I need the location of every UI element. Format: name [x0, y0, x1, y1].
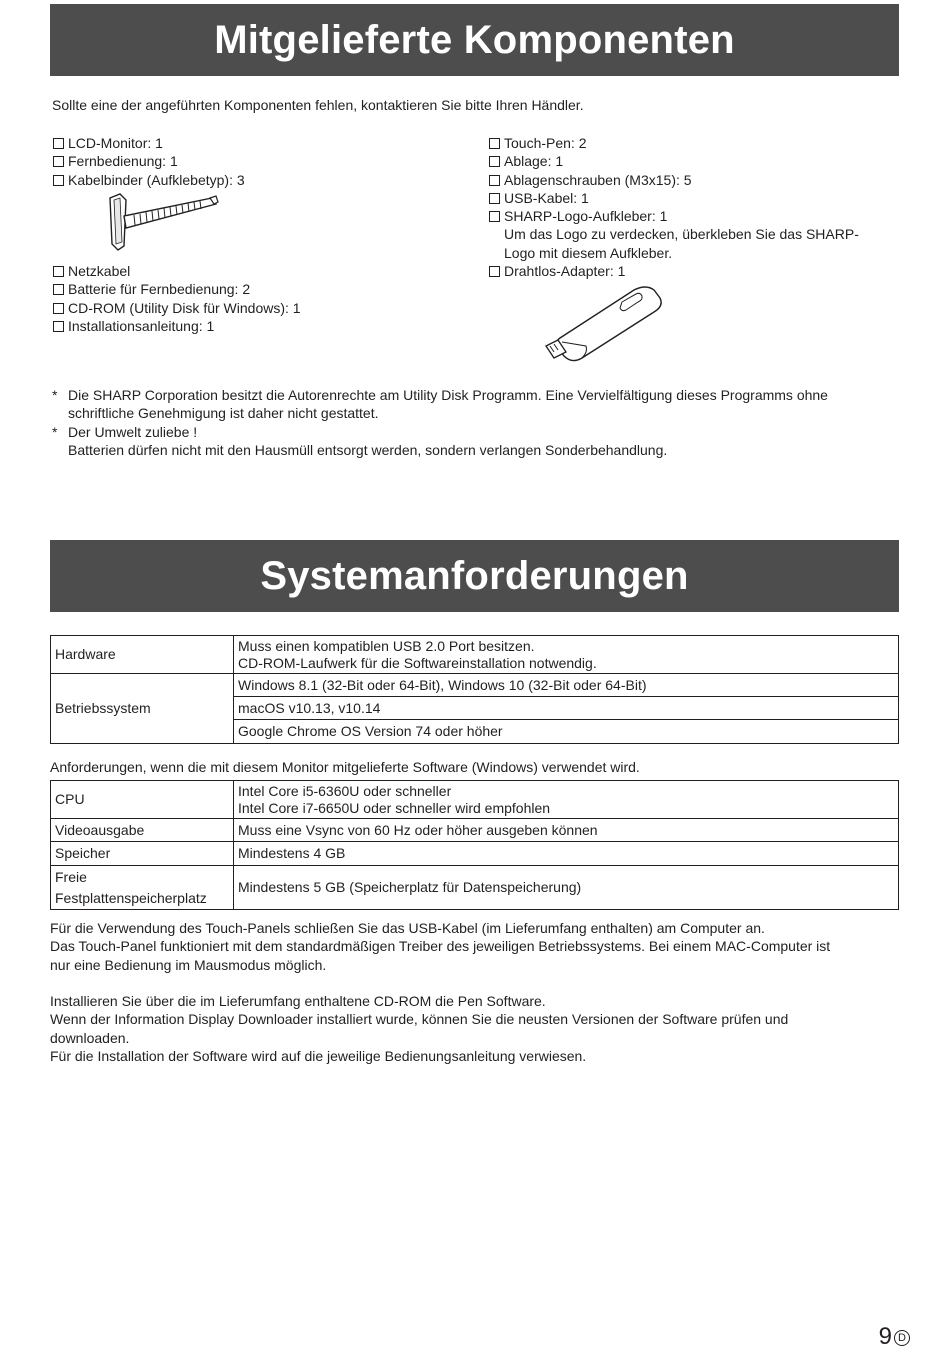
list-item: Netzkabel [52, 262, 472, 280]
checkbox-icon [53, 138, 64, 149]
checkbox-icon [53, 321, 64, 332]
checkbox-icon [53, 156, 64, 167]
checkbox-icon [489, 175, 500, 186]
os-value: Google Chrome OS Version 74 oder höher [234, 720, 899, 744]
table-row [51, 866, 899, 910]
list-item: Installationsanleitung: 1 [52, 317, 472, 335]
disk-label: Freie Festplattenspeicherplatz [51, 866, 234, 910]
components-list-right [488, 134, 908, 280]
software-requirements-table [50, 780, 899, 910]
table-row [51, 819, 899, 842]
checkbox-icon [489, 156, 500, 167]
wireless-adapter-illustration [542, 282, 668, 364]
memory-value: Mindestens 4 GB [234, 842, 899, 866]
os-value: Windows 8.1 (32-Bit oder 64-Bit), Windows 10 (32-Bit oder 64-Bit) [234, 674, 899, 697]
list-item: Drahtlos-Adapter: 1 [488, 262, 908, 280]
list-item: Ablagenschrauben (M3x15): 5 [488, 171, 908, 189]
os-value: macOS v10.13, v10.14 [234, 697, 899, 720]
hardware-value: Muss einen kompatiblen USB 2.0 Port besitzen. CD-ROM-Laufwerk für die Softwareinstallation notwendig. [234, 636, 899, 674]
checkbox-icon [489, 211, 500, 222]
list-item: LCD-Monitor: 1 [52, 134, 472, 152]
table-row [51, 842, 899, 866]
software-requirements-intro: Anforderungen, wenn die mit diesem Monitor mitgelieferte Software (Windows) verwendet wird. [50, 759, 640, 775]
note-copyright: * Die SHARP Corporation besitzt die Autorenrechte am Utility Disk Programm. Eine Vervielfältigung dieses Programms ohne schriftliche Genehmigung ist daher nicht gestattet. [52, 387, 828, 422]
cpu-value: Intel Core i5-6360U oder schneller Intel Core i7-6650U oder schneller wird empfohlen [234, 781, 899, 819]
notes-block [52, 386, 902, 459]
video-label: Videoausgabe [51, 819, 234, 842]
list-item: Fernbedienung: 1 [52, 152, 472, 170]
table-row [51, 781, 899, 819]
logo-note: Um das Logo zu verdecken, überkleben Sie das SHARP- Logo mit diesem Aufkleber. [504, 226, 859, 261]
checkbox-icon [53, 303, 64, 314]
cpu-label: CPU [51, 781, 234, 819]
software-install-paragraph: Installieren Sie über die im Lieferumfang enthaltene CD-ROM die Pen Software. Wenn der Information Display Downloader installiert wurde, können Sie die neusten Versionen der Software prüfen und downloaden. Für die Installation der Software wird auf die jeweilige Bedienungsanleitung verwiesen. [50, 993, 789, 1064]
note-environment: * Der Umwelt zuliebe ! Batterien dürfen nicht mit den Hausmüll entsorgt werden, sondern verlangen Sonderbehandlung. [52, 423, 668, 458]
table-row [51, 674, 899, 697]
cable-tie-illustration [104, 190, 222, 252]
components-list-left-top [52, 134, 472, 189]
requirements-table [50, 635, 899, 744]
disk-value: Mindestens 5 GB (Speicherplatz für Datenspeicherung) [234, 866, 899, 910]
checkbox-icon [489, 266, 500, 277]
language-mark: D [894, 1330, 910, 1346]
list-item: SHARP-Logo-Aufkleber: 1 [488, 207, 908, 225]
touch-panel-paragraph: Für die Verwendung des Touch-Panels schließen Sie das USB-Kabel (im Lieferumfang enthalten) am Computer an. Das Touch-Panel funktioniert mit dem standardmäßigen Treiber des jeweiligen Betriebssystems. Bei einem MAC-Computer ist nur eine Bedienung im Mausmodus möglich. [50, 920, 831, 973]
checkbox-icon [489, 138, 500, 149]
hardware-label: Hardware [51, 636, 234, 674]
memory-label: Speicher [51, 842, 234, 866]
components-list-left-bottom [52, 262, 472, 335]
list-item: Batterie für Fernbedienung: 2 [52, 280, 472, 298]
section-title-components: Mitgelieferte Komponenten [50, 4, 899, 76]
page-number: 9 D [879, 1322, 910, 1352]
checkbox-icon [53, 284, 64, 295]
video-value: Muss eine Vsync von 60 Hz oder höher ausgeben können [234, 819, 899, 842]
section-title-system-requirements: Systemanforderungen [50, 540, 899, 612]
checkbox-icon [489, 193, 500, 204]
checkbox-icon [53, 175, 64, 186]
list-item: Touch-Pen: 2 [488, 134, 908, 152]
list-item: Kabelbinder (Aufklebetyp): 3 [52, 171, 472, 189]
intro-text: Sollte eine der angeführten Komponenten fehlen, kontaktieren Sie bitte Ihren Händler. [52, 97, 584, 113]
list-item: CD-ROM (Utility Disk für Windows): 1 [52, 299, 472, 317]
checkbox-icon [53, 266, 64, 277]
list-item: USB-Kabel: 1 [488, 189, 908, 207]
table-row [51, 636, 899, 674]
list-item: Ablage: 1 [488, 152, 908, 170]
os-label: Betriebssystem [51, 674, 234, 744]
